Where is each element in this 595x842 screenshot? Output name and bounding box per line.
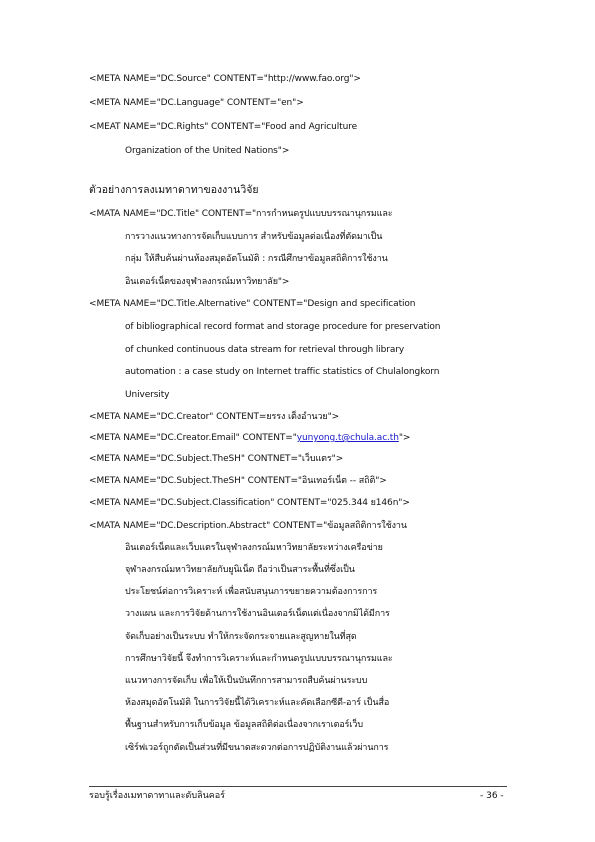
text-line: แนวทางการจัดเก็บ เพื่อให้เป็นบันทึกการสามารถสืบค้นผ่านระบบ <box>125 676 368 686</box>
text-line: ห้องสมุดอัตโนมัติ ในการวิจัยนี้ได้วิเคราะห์และคัดเลือกซีดี-อาร์ เป็นสื่อ <box>125 698 390 709</box>
text-line: จุฬาลงกรณ์มหาวิทยาลัยกับยูนิเน็ต ถือว่าเป็นสาระพื้นที่ซึ่งเป็น <box>125 565 355 575</box>
text-line: <META NAME="DC.Creator" CONTENT=ยรรง เต็งอำนวย"> <box>89 412 340 423</box>
text-line: <META NAME="DC.Subject.Classification" CONTENT="025.344 ย146n"> <box>89 498 410 509</box>
text-line: <MEAT NAME="DC.Rights" CONTENT="Food and Agriculture <box>89 122 358 132</box>
text-line: of bibliographical record format and storage procedure for preservation <box>125 322 441 332</box>
creator-email-link[interactable]: yunyong.t@chula.ac.th <box>296 433 399 443</box>
text-line: พื้นฐานสำหรับการเก็บข้อมูล ข้อมูลสถิติต่อเนื่องจากเราเตอร์เว็บ <box>125 720 363 731</box>
text-line: การวางแนวทางการจัดเก็บแบบการ สำหรับข้อมูลต่อเนื่องที่ตัดมาเป็น <box>125 231 383 242</box>
text-line: การศึกษาวิจัยนี้ จึงทำการวิเคราะห์และกำหนดรูปแบบบรรณานุกรมและ <box>125 653 393 664</box>
text-line: วางแผน และการวิจัยด้านการใช้งานอินเตอร์เน็ตแต่เนื่องจากมิได้มีการ <box>125 609 390 620</box>
text-line: อินเตอร์เน็ตของจุฬาลงกรณ์มหาวิทยาลัย"> <box>125 276 290 287</box>
text-line: <META NAME="DC.Source" CONTENT="http://www.fao.org"> <box>89 74 361 84</box>
text-line: <META NAME="DC.Subject.TheSH" CONTNET="เว็บแตร"> <box>89 454 344 464</box>
text-line: กลุ่ม ให้สืบค้นผ่านห้องสมุดอัตโนมัติ : กรณีศึกษาข้อมูลสถิติการใช้งาน <box>125 254 388 265</box>
text-line: <MATA NAME="DC.Title" CONTENT="การกำหนดรูปแบบบรรณานุกรมและ <box>89 209 393 219</box>
email-line-suffix: "> <box>398 433 411 443</box>
text-line: อินเตอร์เน็ตและเว็บแตรในจุฬาลงกรณ์มหาวิทยาลัยระหว่างเครือข่าย <box>125 542 383 553</box>
text-line: <META NAME="DC.Title.Alternative" CONTENT="Design and specification <box>89 299 416 310</box>
footer-divider <box>89 786 507 787</box>
text-line: <META NAME="DC.Subject.TheSH" CONTENT="อินเทอร์เน็ต -- สถิติ"> <box>89 476 387 487</box>
text-line: automation : a case study on Internet traffic statistics of Chulalongkorn <box>125 367 440 378</box>
page-number: - 36 - <box>480 791 504 801</box>
creator-email-line <box>89 432 410 444</box>
text-line: University <box>125 389 170 400</box>
text-line: Organization of the United Nations"> <box>125 146 290 156</box>
text-line: เซิร์ฟเวอร์ถูกตัดเป็นส่วนที่มีขนาดสะดวกต่อการปฏิบัติงานแล้วผ่านการ <box>125 742 389 753</box>
text-line: of chunked continuous data stream for retrieval through library <box>125 344 405 355</box>
section-heading: ตัวอย่างการลงเมทาดาทาของงานวิจัย <box>89 184 259 196</box>
text-line: <META NAME="DC.Language" CONTENT="en"> <box>89 98 304 108</box>
text-line: จัดเก็บอย่างเป็นระบบ ทำให้กระจัดกระจายและสูญหายในที่สุด <box>125 631 357 642</box>
footer-title: รอบรู้เรื่องเมทาดาทาและดับลินคอร์ <box>89 791 226 801</box>
text-line: <MATA NAME="DC.Description.Abstract" CONTENT="ข้อมูลสถิติการใช้งาน <box>89 520 407 531</box>
email-line-prefix: <META NAME="DC.Creator.Email" CONTENT=" <box>89 433 297 443</box>
text-line: ประโยชน์ต่อการวิเคราะห์ เพื่อสนับสนุนการขยายความต้องการการ <box>125 587 378 598</box>
